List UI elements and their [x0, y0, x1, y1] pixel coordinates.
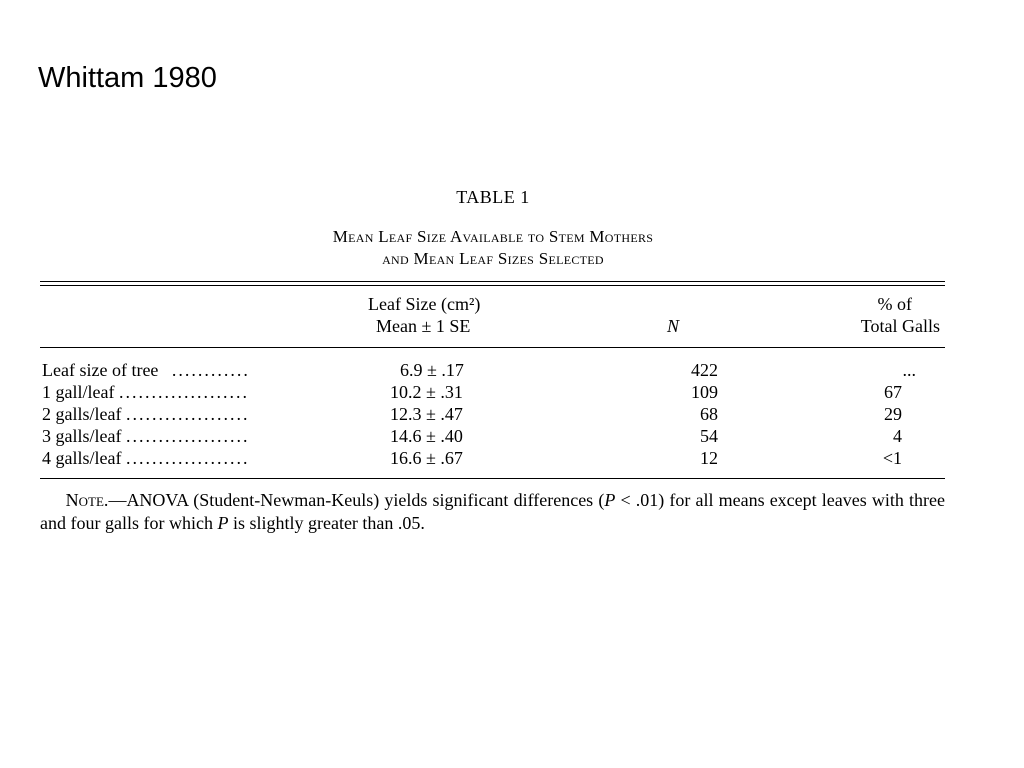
caption-line-2: and Mean Leaf Sizes Selected	[382, 249, 604, 268]
table-caption	[0, 226, 986, 270]
row-label: 2 galls/leaf ...................	[42, 404, 250, 424]
row-mean: 10.2 ± .31	[390, 382, 463, 402]
row-pct: 29	[884, 404, 902, 424]
row-pct: 4	[893, 426, 902, 446]
row-n: 12	[700, 448, 718, 468]
header-pct-line2: Total Galls	[860, 316, 940, 336]
header-rule	[40, 347, 945, 348]
row-label: 1 gall/leaf ....................	[42, 382, 249, 402]
row-label: 3 galls/leaf ...................	[42, 426, 250, 446]
row-n: 68	[700, 404, 718, 424]
row-n: 422	[691, 360, 718, 380]
row-mean: 14.6 ± .40	[390, 426, 463, 446]
slide-title: Whittam 1980	[38, 62, 217, 94]
table-note: Note.—ANOVA (Student-Newman-Keuls) yields significant differences (P < .01) for all means except leaves with three and four galls for which P is slightly greater than .05.	[40, 490, 946, 533]
note-lead: Note.	[65, 490, 109, 510]
row-label: 4 galls/leaf ...................	[42, 448, 250, 468]
top-rule-2	[40, 285, 945, 286]
caption-line-1: Mean Leaf Size Available to Stem Mothers	[332, 227, 654, 246]
header-pct-line1: % of	[877, 294, 912, 314]
row-label: Leaf size of tree ............	[42, 360, 250, 380]
row-pct: <1	[882, 448, 902, 468]
row-mean: 16.6 ± .67	[390, 448, 463, 468]
header-leaf-size-line1: Leaf Size (cm²)	[368, 294, 481, 314]
row-pct: 67	[884, 382, 902, 402]
row-pct: ...	[902, 360, 916, 380]
row-mean: 12.3 ± .47	[390, 404, 463, 424]
row-n: 54	[700, 426, 718, 446]
bottom-rule	[40, 478, 945, 479]
row-n: 109	[691, 382, 718, 402]
top-rule-1	[40, 281, 945, 282]
header-leaf-size	[368, 293, 480, 337]
header-leaf-size-line2: Mean ± 1 SE	[376, 316, 471, 336]
header-n: N	[667, 316, 680, 336]
table-number: TABLE 1	[456, 187, 530, 207]
header-pct	[861, 293, 940, 337]
row-mean: 6.9 ± .17	[400, 360, 464, 380]
